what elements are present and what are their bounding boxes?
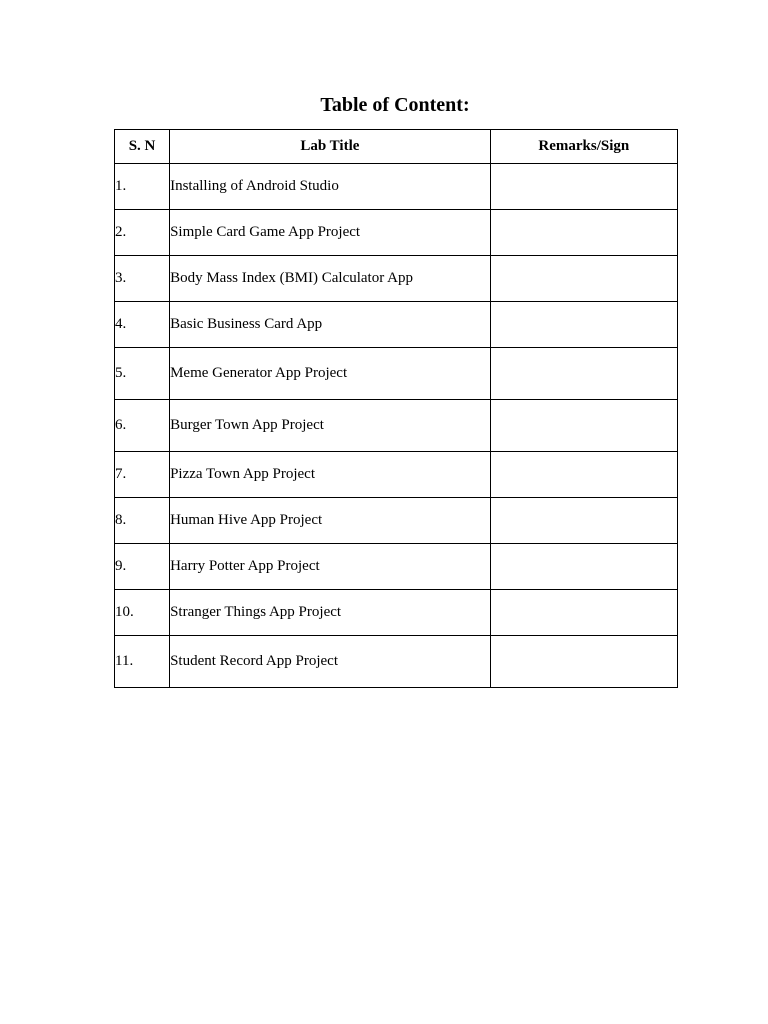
row-sn: 9.	[115, 544, 170, 590]
row-remarks	[490, 498, 677, 544]
page-title: Table of Content:	[320, 94, 470, 116]
row-remarks	[490, 452, 677, 498]
table-header-row	[115, 130, 678, 164]
row-sn: 10.	[115, 590, 170, 636]
row-lab-title: Meme Generator App Project	[170, 348, 491, 400]
row-sn: 6.	[115, 400, 170, 452]
row-lab-title: Harry Potter App Project	[170, 544, 491, 590]
row-sn: 7.	[115, 452, 170, 498]
row-lab-title: Basic Business Card App	[170, 302, 491, 348]
table-row	[115, 164, 678, 210]
row-lab-title: Stranger Things App Project	[170, 590, 491, 636]
row-remarks	[490, 544, 677, 590]
row-lab-title: Pizza Town App Project	[170, 452, 491, 498]
row-remarks	[490, 164, 677, 210]
table-row	[115, 452, 678, 498]
row-remarks	[490, 302, 677, 348]
row-lab-title: Simple Card Game App Project	[170, 210, 491, 256]
column-header-remarks: Remarks/Sign	[490, 130, 677, 164]
table-row	[115, 498, 678, 544]
table-row	[115, 210, 678, 256]
row-lab-title: Human Hive App Project	[170, 498, 491, 544]
row-sn: 11.	[115, 636, 170, 688]
row-sn: 4.	[115, 302, 170, 348]
row-lab-title: Burger Town App Project	[170, 400, 491, 452]
row-remarks	[490, 400, 677, 452]
row-sn: 2.	[115, 210, 170, 256]
row-lab-title: Body Mass Index (BMI) Calculator App	[170, 256, 491, 302]
row-remarks	[490, 348, 677, 400]
table-row	[115, 348, 678, 400]
table-row	[115, 256, 678, 302]
row-sn: 8.	[115, 498, 170, 544]
row-remarks	[490, 210, 677, 256]
row-remarks	[490, 636, 677, 688]
table-row	[115, 544, 678, 590]
table-row	[115, 590, 678, 636]
column-header-sn: S. N	[115, 130, 170, 164]
column-header-lab-title: Lab Title	[170, 130, 491, 164]
table-of-contents	[114, 129, 678, 688]
row-sn: 3.	[115, 256, 170, 302]
row-sn: 5.	[115, 348, 170, 400]
row-sn: 1.	[115, 164, 170, 210]
row-lab-title: Installing of Android Studio	[170, 164, 491, 210]
table-row	[115, 400, 678, 452]
table-row	[115, 302, 678, 348]
row-remarks	[490, 590, 677, 636]
row-remarks	[490, 256, 677, 302]
table-row	[115, 636, 678, 688]
row-lab-title: Student Record App Project	[170, 636, 491, 688]
